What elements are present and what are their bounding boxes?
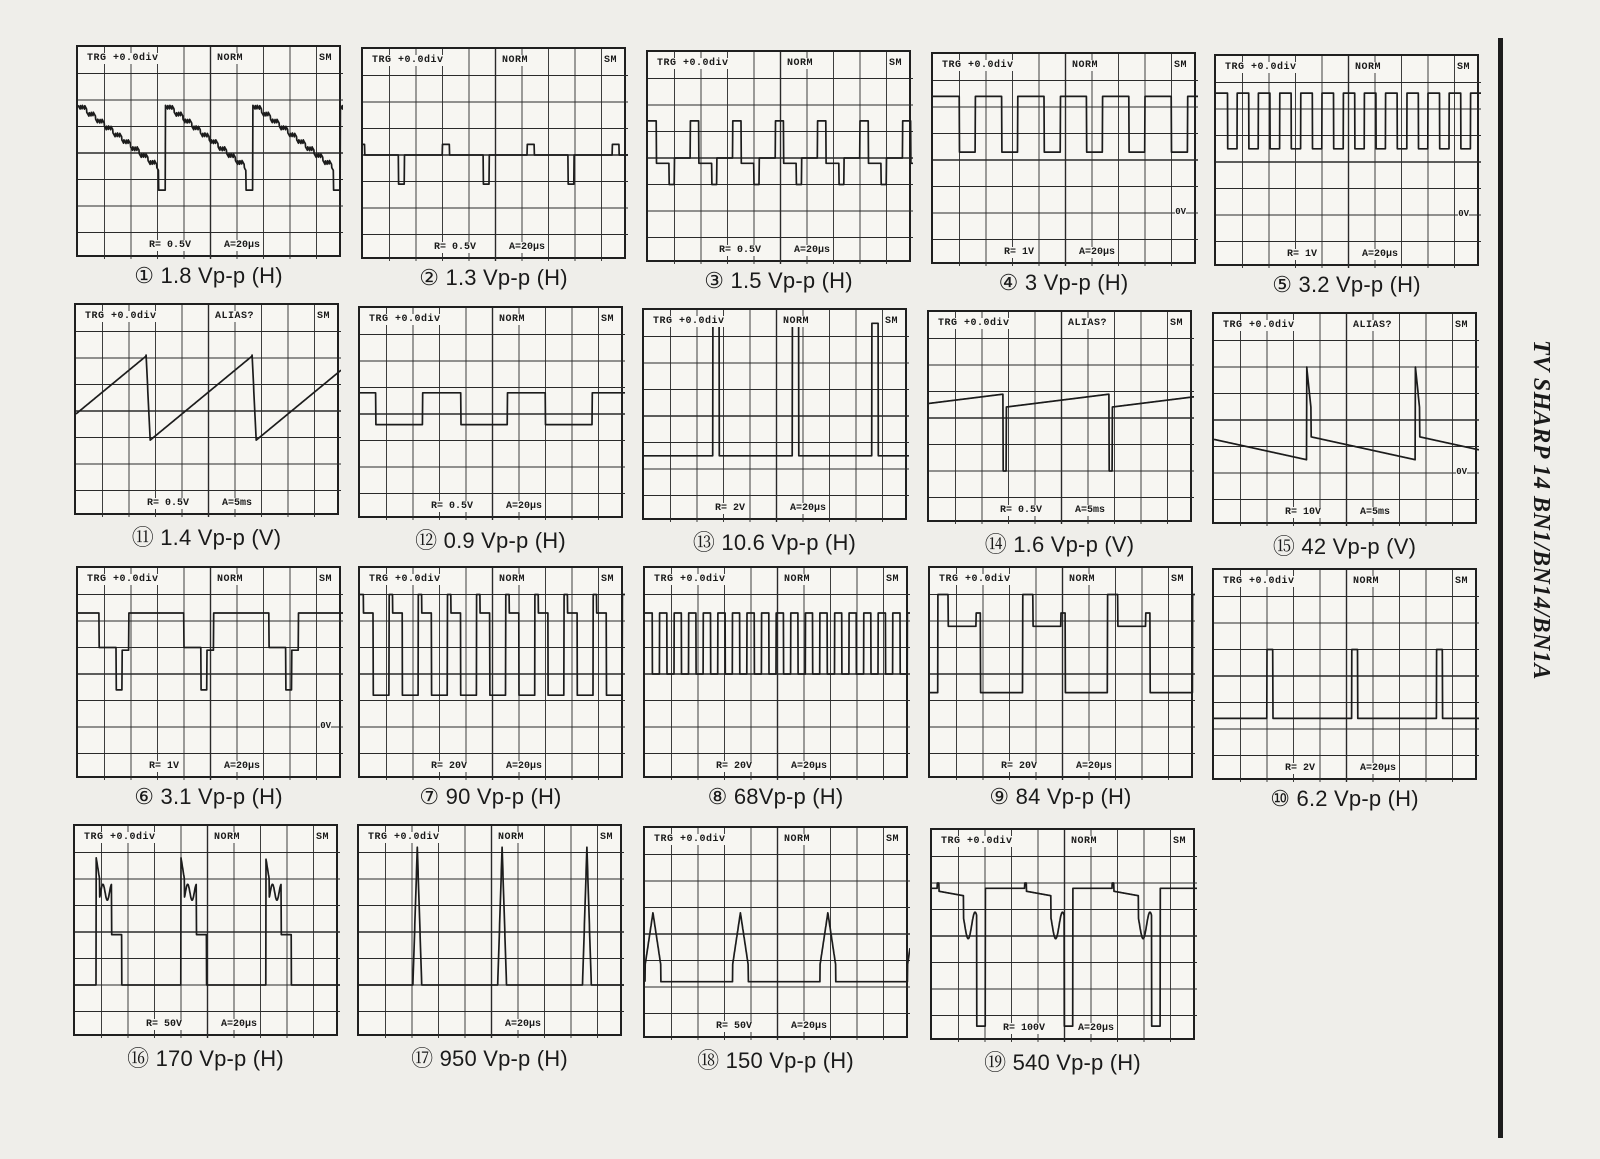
sm-label: SM [318,53,332,64]
waveform-caption [358,524,623,555]
amplitude-label: 1.6 Vp-p (V) [1006,532,1135,557]
test-point-number: ⑱ [697,1048,720,1073]
sm-label: SM [603,55,617,66]
oscilloscope-screen [73,824,338,1036]
mode-label: NORM [1071,836,1098,847]
waveform-caption [361,265,626,291]
amplitude-label: 0.9 Vp-p (H) [437,528,566,553]
trigger-label: TRG +0.0div [657,58,729,69]
waveform-caption [643,784,908,810]
sm-label: SM [1454,576,1468,587]
sm-label: SM [884,316,898,327]
test-point-number: ① [134,263,155,288]
volts-per-div-label: R= 2V [715,503,746,514]
waveform-caption [1214,272,1479,298]
waveform-panel [931,52,1196,296]
scope-grid [930,568,1195,780]
waveform-panel [74,303,339,552]
sm-label: SM [600,574,614,585]
oscilloscope-screen [927,310,1192,522]
oscilloscope-screen [928,566,1193,778]
time-per-div-label: A=20μs [221,1019,258,1030]
time-per-div-label: A=20μs [794,245,831,256]
oscilloscope-screen [1212,568,1477,780]
trigger-label: TRG +0.0div [87,53,159,64]
scope-grid [78,47,343,259]
time-per-div-label: A=20μs [1360,763,1397,774]
oscilloscope-screen [1212,312,1477,524]
amplitude-label: 42 Vp-p (V) [1295,534,1417,559]
mode-label: NORM [498,832,525,843]
scope-grid [78,568,343,780]
volts-per-div-label: R= 0.5V [431,501,474,512]
mode-label: NORM [1069,574,1096,585]
volts-per-div-label: R= 100V [1003,1023,1046,1034]
scope-grid [645,828,910,1040]
zero-volt-marker: 0V [1175,207,1186,217]
waveform-panel [357,824,622,1073]
mode-label: NORM [783,316,810,327]
waveform-panel [642,308,907,557]
sm-label: SM [888,58,902,69]
time-per-div-label: A=20μs [505,1019,542,1030]
volts-per-div-label: R= 10V [1285,507,1322,518]
scope-grid [645,568,910,780]
amplitude-label: 1.8 Vp-p (H) [154,263,283,288]
volts-per-div-label: R= 20V [716,761,753,772]
time-per-div-label: A=20μs [1076,761,1113,772]
scope-grid [1214,314,1479,526]
waveform-caption [76,784,341,810]
mode-label: NORM [784,834,811,845]
waveform-panel [76,566,341,810]
amplitude-label: 3.1 Vp-p (H) [154,784,283,809]
waveform-caption [1212,530,1477,561]
scope-grid [76,305,341,517]
amplitude-label: 1.3 Vp-p (H) [439,265,568,290]
test-point-number: ⑯ [127,1046,150,1071]
time-per-div-label: A=20μs [791,1021,828,1032]
test-point-number: ⑬ [692,530,716,555]
mode-label: NORM [214,832,241,843]
mode-label: NORM [499,314,526,325]
amplitude-label: 68Vp-p (H) [727,784,844,809]
oscilloscope-screen [931,52,1196,264]
trigger-label: TRG +0.0div [653,316,725,327]
volts-per-div-label: R= 50V [716,1021,753,1032]
sm-label: SM [1169,318,1183,329]
trigger-label: TRG +0.0div [941,836,1013,847]
scope-grid [363,49,628,261]
amplitude-label: 3 Vp-p (H) [1018,270,1129,295]
amplitude-label: 3.2 Vp-p (H) [1292,272,1421,297]
test-point-number: ⑪ [131,525,154,550]
sm-label: SM [315,832,329,843]
mode-label: NORM [787,58,814,69]
sm-label: SM [1456,62,1470,73]
oscilloscope-screen [358,566,623,778]
test-point-number: ⑮ [1272,534,1296,559]
mode-label: NORM [1355,62,1382,73]
test-point-number: ⑨ [989,784,1010,809]
time-per-div-label: A=5ms [1360,507,1391,518]
waveform-panel [1212,312,1477,561]
scope-grid [1216,56,1481,268]
trigger-label: TRG +0.0div [1225,62,1297,73]
trigger-label: TRG +0.0div [87,574,159,585]
waveform-panel [358,566,623,810]
amplitude-label: 540 Vp-p (H) [1006,1050,1141,1075]
time-per-div-label: A=20μs [1079,247,1116,258]
time-per-div-label: A=20μs [509,242,546,253]
trigger-label: TRG +0.0div [85,311,157,322]
volts-per-div-label: R= 1V [149,761,180,772]
oscilloscope-screen [357,824,622,1036]
oscilloscope-screen [74,303,339,515]
scope-grid [644,310,909,522]
sm-label: SM [316,311,330,322]
time-per-div-label: A=20μs [1078,1023,1115,1034]
waveform-caption [357,1042,622,1073]
amplitude-label: 170 Vp-p (H) [149,1046,284,1071]
scope-grid [929,312,1194,524]
waveform-panel [927,310,1192,559]
test-point-number: ⑩ [1270,786,1291,811]
mode-label: NORM [1072,60,1099,71]
oscilloscope-screen [361,47,626,259]
trigger-label: TRG +0.0div [938,318,1010,329]
amplitude-label: 90 Vp-p (H) [439,784,562,809]
sm-label: SM [1170,574,1184,585]
mode-label: NORM [217,574,244,585]
amplitude-label: 1.5 Vp-p (H) [724,268,853,293]
trigger-label: TRG +0.0div [372,55,444,66]
sm-label: SM [885,574,899,585]
trigger-label: TRG +0.0div [84,832,156,843]
volts-per-div-label: R= 1V [1004,247,1035,258]
waveform-caption [642,526,907,557]
volts-per-div-label: R= 0.5V [149,240,192,251]
mode-label: NORM [499,574,526,585]
mode-label: NORM [217,53,244,64]
waveform-caption [76,263,341,289]
scope-grid [1214,570,1479,782]
trigger-label: TRG +0.0div [1223,576,1295,587]
volts-per-div-label: R= 0.5V [434,242,477,253]
scope-grid [360,308,625,520]
test-point-number: ⑥ [134,784,155,809]
volts-per-div-label: R= 2V [1285,763,1316,774]
sm-label: SM [600,314,614,325]
oscilloscope-screen [646,50,911,262]
waveform-panel [646,50,911,294]
volts-per-div-label: R= 0.5V [719,245,762,256]
waveform-caption [643,1044,908,1075]
oscilloscope-screen [76,45,341,257]
test-point-number: ⑲ [984,1050,1007,1075]
waveform-caption [1212,786,1477,812]
amplitude-label: 10.6 Vp-p (H) [715,530,857,555]
oscilloscope-screen [643,566,908,778]
scope-grid [75,826,340,1038]
waveform-panel [73,824,338,1073]
volts-per-div-label: R= 20V [431,761,468,772]
oscilloscope-screen [358,306,623,518]
time-per-div-label: A=5ms [222,498,253,509]
side-rule [1498,38,1503,1138]
sm-label: SM [599,832,613,843]
test-point-number: ④ [998,270,1019,295]
zero-volt-marker: 0V [1458,209,1469,219]
amplitude-label: 150 Vp-p (H) [719,1048,854,1073]
trigger-label: TRG +0.0div [369,314,441,325]
scope-grid [933,54,1198,266]
test-point-number: ⑫ [415,528,438,553]
amplitude-label: 6.2 Vp-p (H) [1290,786,1419,811]
mode-label: NORM [1353,576,1380,587]
time-per-div-label: A=20μs [506,761,543,772]
waveform-caption [931,270,1196,296]
mode-label: ALIAS? [215,311,255,322]
test-point-number: ⑭ [984,532,1007,557]
test-point-number: ⑤ [1272,272,1293,297]
trigger-label: TRG +0.0div [942,60,1014,71]
waveform-panel [76,45,341,289]
test-point-number: ⑧ [707,784,728,809]
side-title: TV SHARP 14 BN1/BN14/BN1A [1528,340,1554,680]
time-per-div-label: A=20μs [506,501,543,512]
oscilloscope-screen [642,308,907,520]
waveform-panel [930,828,1195,1077]
oscilloscope-screen [930,828,1195,1040]
volts-per-div-label: R= 50V [146,1019,183,1030]
amplitude-label: 950 Vp-p (H) [433,1046,568,1071]
oscilloscope-screen [76,566,341,778]
mode-label: NORM [784,574,811,585]
zero-volt-marker: 0V [320,721,331,731]
sm-label: SM [1454,320,1468,331]
scope-grid [359,826,624,1038]
oscilloscope-screen [1214,54,1479,266]
sm-label: SM [318,574,332,585]
mode-label: ALIAS? [1068,318,1108,329]
trigger-label: TRG +0.0div [654,574,726,585]
test-point-number: ⑰ [411,1046,434,1071]
zero-volt-marker: 0V [1456,467,1467,477]
sm-label: SM [1173,60,1187,71]
scope-grid [360,568,625,780]
amplitude-label: 84 Vp-p (H) [1009,784,1132,809]
time-per-div-label: A=20μs [790,503,827,514]
sm-label: SM [1172,836,1186,847]
waveform-caption [358,784,623,810]
waveform-panel [1214,54,1479,298]
waveform-caption [646,268,911,294]
time-per-div-label: A=20μs [791,761,828,772]
volts-per-div-label: R= 0.5V [147,498,190,509]
trigger-label: TRG +0.0div [1223,320,1295,331]
oscilloscope-screen [643,826,908,1038]
scope-grid [932,830,1197,1042]
trigger-label: TRG +0.0div [654,834,726,845]
waveform-caption [73,1042,338,1073]
time-per-div-label: A=20μs [1362,249,1399,260]
trigger-label: TRG +0.0div [369,574,441,585]
waveform-caption [927,528,1192,559]
time-per-div-label: A=20μs [224,761,261,772]
mode-label: NORM [502,55,529,66]
volts-per-div-label: R= 1V [1287,249,1318,260]
volts-per-div-label: R= 20V [1001,761,1038,772]
waveform-caption [74,521,339,552]
trigger-label: TRG +0.0div [939,574,1011,585]
scope-grid [648,52,913,264]
sm-label: SM [885,834,899,845]
waveform-panel [643,566,908,810]
waveform-caption [928,784,1193,810]
time-per-div-label: A=5ms [1075,505,1106,516]
test-point-number: ⑦ [419,784,440,809]
waveform-panel [361,47,626,291]
waveform-panel [643,826,908,1075]
mode-label: ALIAS? [1353,320,1393,331]
volts-per-div-label: R= 0.5V [1000,505,1043,516]
test-point-number: ② [419,265,440,290]
waveform-caption [930,1046,1195,1077]
amplitude-label: 1.4 Vp-p (V) [153,525,282,550]
waveform-panel [358,306,623,555]
waveform-panel [1212,568,1477,812]
waveform-panel [928,566,1193,810]
trigger-label: TRG +0.0div [368,832,440,843]
test-point-number: ③ [704,268,725,293]
time-per-div-label: A=20μs [224,240,261,251]
